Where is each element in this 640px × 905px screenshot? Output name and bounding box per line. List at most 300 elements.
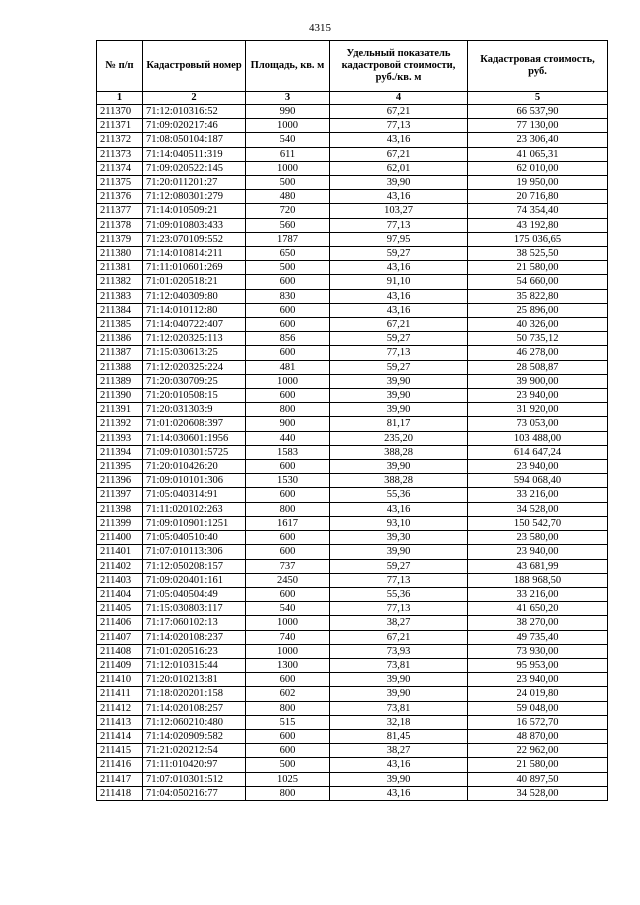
row-number-cell: 211371 — [97, 119, 143, 133]
unit-value-cell: 39,90 — [330, 460, 468, 474]
cadastral-value-cell: 49 735,40 — [468, 630, 608, 644]
unit-value-cell: 38,27 — [330, 616, 468, 630]
area-cell: 740 — [246, 630, 330, 644]
cadastral-number-cell: 71:20:010426:20 — [143, 460, 246, 474]
area-cell: 737 — [246, 559, 330, 573]
cadastral-value-cell: 73 053,00 — [468, 417, 608, 431]
table-row — [97, 289, 608, 303]
cadastral-value-cell: 22 962,00 — [468, 744, 608, 758]
table-row — [97, 204, 608, 218]
cadastral-value-cell: 34 528,00 — [468, 502, 608, 516]
unit-value-cell: 388,28 — [330, 474, 468, 488]
table-row — [97, 460, 608, 474]
cadastral-value-cell: 21 580,00 — [468, 758, 608, 772]
row-number-cell: 211400 — [97, 531, 143, 545]
row-number-cell: 211414 — [97, 729, 143, 743]
unit-value-cell: 43,16 — [330, 786, 468, 800]
row-number-cell: 211377 — [97, 204, 143, 218]
cadastral-value-cell: 23 940,00 — [468, 545, 608, 559]
table-row — [97, 474, 608, 488]
unit-value-cell: 103,27 — [330, 204, 468, 218]
cadastral-value-cell: 34 528,00 — [468, 786, 608, 800]
cadastral-value-cell: 31 920,00 — [468, 403, 608, 417]
cadastral-value-cell: 39 900,00 — [468, 374, 608, 388]
unit-value-cell: 55,36 — [330, 587, 468, 601]
row-number-cell: 211375 — [97, 176, 143, 190]
cadastral-value-table — [96, 40, 608, 801]
cadastral-number-cell: 71:20:030709:25 — [143, 374, 246, 388]
area-cell: 481 — [246, 360, 330, 374]
cadastral-number-cell: 71:07:010301:512 — [143, 772, 246, 786]
row-number-cell: 211409 — [97, 658, 143, 672]
unit-value-cell: 43,16 — [330, 758, 468, 772]
table-row — [97, 488, 608, 502]
area-cell: 500 — [246, 261, 330, 275]
cadastral-number-cell: 71:09:010803:433 — [143, 218, 246, 232]
row-number-cell: 211399 — [97, 516, 143, 530]
row-number-cell: 211384 — [97, 303, 143, 317]
unit-value-cell: 43,16 — [330, 190, 468, 204]
cadastral-number-cell: 71:14:010112:80 — [143, 303, 246, 317]
table-row — [97, 431, 608, 445]
table-row — [97, 161, 608, 175]
area-cell: 1583 — [246, 445, 330, 459]
table-row — [97, 758, 608, 772]
row-number-cell: 211411 — [97, 687, 143, 701]
cadastral-number-cell: 71:09:020522:145 — [143, 161, 246, 175]
table-row — [97, 105, 608, 119]
table-row — [97, 715, 608, 729]
unit-value-cell: 43,16 — [330, 303, 468, 317]
table-row — [97, 744, 608, 758]
unit-value-cell: 77,13 — [330, 218, 468, 232]
row-number-cell: 211391 — [97, 403, 143, 417]
cadastral-number-cell: 71:14:020108:237 — [143, 630, 246, 644]
area-cell: 720 — [246, 204, 330, 218]
unit-value-cell: 77,13 — [330, 346, 468, 360]
table-row — [97, 147, 608, 161]
area-cell: 600 — [246, 389, 330, 403]
table-row — [97, 218, 608, 232]
unit-value-cell: 77,13 — [330, 602, 468, 616]
area-cell: 611 — [246, 147, 330, 161]
unit-value-cell: 39,90 — [330, 374, 468, 388]
table-row — [97, 275, 608, 289]
unit-value-cell: 43,16 — [330, 502, 468, 516]
cadastral-number-cell: 71:09:020401:161 — [143, 573, 246, 587]
table-row — [97, 417, 608, 431]
area-cell: 600 — [246, 318, 330, 332]
column-number: 3 — [246, 92, 330, 105]
row-number-cell: 211386 — [97, 332, 143, 346]
cadastral-number-cell: 71:01:020608:397 — [143, 417, 246, 431]
row-number-cell: 211412 — [97, 701, 143, 715]
row-number-cell: 211389 — [97, 374, 143, 388]
header-cadastral-number: Кадастровый номер — [143, 41, 246, 92]
cadastral-number-cell: 71:12:010315:44 — [143, 658, 246, 672]
cadastral-value-cell: 150 542,70 — [468, 516, 608, 530]
cadastral-number-cell: 71:18:020201:158 — [143, 687, 246, 701]
header-row — [97, 41, 608, 92]
cadastral-value-cell: 38 525,50 — [468, 247, 608, 261]
row-number-cell: 211398 — [97, 502, 143, 516]
area-cell: 560 — [246, 218, 330, 232]
unit-value-cell: 73,81 — [330, 701, 468, 715]
cadastral-number-cell: 71:09:010101:306 — [143, 474, 246, 488]
unit-value-cell: 235,20 — [330, 431, 468, 445]
area-cell: 500 — [246, 176, 330, 190]
area-cell: 1000 — [246, 644, 330, 658]
table-row — [97, 445, 608, 459]
table-row — [97, 232, 608, 246]
column-number: 4 — [330, 92, 468, 105]
table-row — [97, 573, 608, 587]
area-cell: 1000 — [246, 161, 330, 175]
cadastral-number-cell: 71:12:060210:480 — [143, 715, 246, 729]
row-number-cell: 211374 — [97, 161, 143, 175]
cadastral-value-cell: 23 940,00 — [468, 389, 608, 403]
unit-value-cell: 73,81 — [330, 658, 468, 672]
area-cell: 1787 — [246, 232, 330, 246]
table-row — [97, 247, 608, 261]
table-row — [97, 587, 608, 601]
cadastral-number-cell: 71:01:020518:21 — [143, 275, 246, 289]
table-row — [97, 772, 608, 786]
cadastral-value-cell: 62 010,00 — [468, 161, 608, 175]
area-cell: 600 — [246, 531, 330, 545]
unit-value-cell: 59,27 — [330, 332, 468, 346]
row-number-cell: 211387 — [97, 346, 143, 360]
table-row — [97, 658, 608, 672]
cadastral-value-cell: 24 019,80 — [468, 687, 608, 701]
cadastral-value-cell: 74 354,40 — [468, 204, 608, 218]
table-row — [97, 559, 608, 573]
cadastral-number-cell: 71:20:011201:27 — [143, 176, 246, 190]
cadastral-value-cell: 40 897,50 — [468, 772, 608, 786]
area-cell: 600 — [246, 744, 330, 758]
row-number-cell: 211401 — [97, 545, 143, 559]
area-cell: 800 — [246, 701, 330, 715]
unit-value-cell: 93,10 — [330, 516, 468, 530]
cadastral-number-cell: 71:12:040309:80 — [143, 289, 246, 303]
row-number-cell: 211416 — [97, 758, 143, 772]
cadastral-number-cell: 71:04:050216:77 — [143, 786, 246, 800]
cadastral-number-cell: 71:11:020102:263 — [143, 502, 246, 516]
cadastral-number-cell: 71:07:010113:306 — [143, 545, 246, 559]
unit-value-cell: 81,17 — [330, 417, 468, 431]
area-cell: 1000 — [246, 374, 330, 388]
cadastral-number-cell: 71:12:080301:279 — [143, 190, 246, 204]
row-number-cell: 211388 — [97, 360, 143, 374]
table-row — [97, 516, 608, 530]
row-number-cell: 211404 — [97, 587, 143, 601]
area-cell: 600 — [246, 303, 330, 317]
cadastral-value-cell: 35 822,80 — [468, 289, 608, 303]
row-number-cell: 211380 — [97, 247, 143, 261]
row-number-cell: 211381 — [97, 261, 143, 275]
area-cell: 1300 — [246, 658, 330, 672]
cadastral-value-cell: 103 488,00 — [468, 431, 608, 445]
table-row — [97, 346, 608, 360]
cadastral-number-cell: 71:20:010508:15 — [143, 389, 246, 403]
row-number-cell: 211370 — [97, 105, 143, 119]
row-number-cell: 211395 — [97, 460, 143, 474]
row-number-cell: 211408 — [97, 644, 143, 658]
area-cell: 600 — [246, 729, 330, 743]
table-row — [97, 616, 608, 630]
header-area: Площадь, кв. м — [246, 41, 330, 92]
row-number-cell: 211417 — [97, 772, 143, 786]
cadastral-number-cell: 71:09:010301:5725 — [143, 445, 246, 459]
row-number-cell: 211378 — [97, 218, 143, 232]
area-cell: 600 — [246, 460, 330, 474]
cadastral-value-cell: 43 192,80 — [468, 218, 608, 232]
cadastral-value-cell: 48 870,00 — [468, 729, 608, 743]
column-number: 2 — [143, 92, 246, 105]
cadastral-value-cell: 41 065,31 — [468, 147, 608, 161]
cadastral-value-cell: 23 306,40 — [468, 133, 608, 147]
cadastral-value-cell: 73 930,00 — [468, 644, 608, 658]
cadastral-value-cell: 46 278,00 — [468, 346, 608, 360]
cadastral-number-cell: 71:15:030613:25 — [143, 346, 246, 360]
row-number-cell: 211405 — [97, 602, 143, 616]
column-number: 5 — [468, 92, 608, 105]
cadastral-value-cell: 59 048,00 — [468, 701, 608, 715]
area-cell: 1000 — [246, 616, 330, 630]
table-row — [97, 133, 608, 147]
cadastral-value-cell: 188 968,50 — [468, 573, 608, 587]
cadastral-number-cell: 71:14:010814:211 — [143, 247, 246, 261]
row-number-cell: 211376 — [97, 190, 143, 204]
header-row-number: № п/п — [97, 41, 143, 92]
row-number-cell: 211393 — [97, 431, 143, 445]
table-row — [97, 531, 608, 545]
header-unit-value: Удельный показатель кадастровой стоимости, руб./кв. м — [330, 41, 468, 92]
row-number-cell: 211413 — [97, 715, 143, 729]
cadastral-number-cell: 71:14:040722:407 — [143, 318, 246, 332]
table-row — [97, 190, 608, 204]
cadastral-number-cell: 71:09:020217:46 — [143, 119, 246, 133]
row-number-cell: 211396 — [97, 474, 143, 488]
row-number-cell: 211392 — [97, 417, 143, 431]
unit-value-cell: 81,45 — [330, 729, 468, 743]
unit-value-cell: 39,30 — [330, 531, 468, 545]
cadastral-value-cell: 33 216,00 — [468, 587, 608, 601]
cadastral-value-cell: 594 068,40 — [468, 474, 608, 488]
row-number-cell: 211379 — [97, 232, 143, 246]
unit-value-cell: 67,21 — [330, 105, 468, 119]
unit-value-cell: 67,21 — [330, 147, 468, 161]
cadastral-number-cell: 71:20:010213:81 — [143, 673, 246, 687]
unit-value-cell: 55,36 — [330, 488, 468, 502]
area-cell: 600 — [246, 488, 330, 502]
table-body — [97, 105, 608, 801]
table-row — [97, 360, 608, 374]
cadastral-number-cell: 71:05:040504:49 — [143, 587, 246, 601]
row-number-cell: 211383 — [97, 289, 143, 303]
cadastral-value-cell: 614 647,24 — [468, 445, 608, 459]
cadastral-number-cell: 71:12:010316:52 — [143, 105, 246, 119]
cadastral-number-cell: 71:12:020325:113 — [143, 332, 246, 346]
cadastral-value-cell: 20 716,80 — [468, 190, 608, 204]
unit-value-cell: 39,90 — [330, 176, 468, 190]
unit-value-cell: 43,16 — [330, 261, 468, 275]
unit-value-cell: 388,28 — [330, 445, 468, 459]
cadastral-number-cell: 71:14:010509:21 — [143, 204, 246, 218]
row-number-cell: 211394 — [97, 445, 143, 459]
cadastral-value-cell: 40 326,00 — [468, 318, 608, 332]
cadastral-number-cell: 71:11:010601:269 — [143, 261, 246, 275]
unit-value-cell: 43,16 — [330, 133, 468, 147]
cadastral-number-cell: 71:11:010420:97 — [143, 758, 246, 772]
unit-value-cell: 59,27 — [330, 559, 468, 573]
row-number-cell: 211390 — [97, 389, 143, 403]
cadastral-number-cell: 71:17:060102:13 — [143, 616, 246, 630]
table-row — [97, 176, 608, 190]
area-cell: 800 — [246, 502, 330, 516]
area-cell: 990 — [246, 105, 330, 119]
row-number-cell: 211382 — [97, 275, 143, 289]
table-row — [97, 729, 608, 743]
row-number-cell: 211385 — [97, 318, 143, 332]
cadastral-value-cell: 43 681,99 — [468, 559, 608, 573]
cadastral-number-cell: 71:05:040510:40 — [143, 531, 246, 545]
row-number-cell: 211406 — [97, 616, 143, 630]
cadastral-number-cell: 71:12:050208:157 — [143, 559, 246, 573]
area-cell: 600 — [246, 346, 330, 360]
table-row — [97, 318, 608, 332]
cadastral-number-cell: 71:09:010901:1251 — [143, 516, 246, 530]
unit-value-cell: 62,01 — [330, 161, 468, 175]
table-row — [97, 644, 608, 658]
area-cell: 900 — [246, 417, 330, 431]
column-number: 1 — [97, 92, 143, 105]
unit-value-cell: 97,95 — [330, 232, 468, 246]
unit-value-cell: 67,21 — [330, 630, 468, 644]
table-row — [97, 119, 608, 133]
row-number-cell: 211403 — [97, 573, 143, 587]
table-row — [97, 261, 608, 275]
unit-value-cell: 39,90 — [330, 545, 468, 559]
cadastral-number-cell: 71:14:020909:582 — [143, 729, 246, 743]
row-number-cell: 211372 — [97, 133, 143, 147]
table-row — [97, 374, 608, 388]
unit-value-cell: 59,27 — [330, 360, 468, 374]
cadastral-number-cell: 71:21:020212:54 — [143, 744, 246, 758]
table-row — [97, 303, 608, 317]
unit-value-cell: 43,16 — [330, 289, 468, 303]
unit-value-cell: 38,27 — [330, 744, 468, 758]
area-cell: 600 — [246, 275, 330, 289]
row-number-cell: 211373 — [97, 147, 143, 161]
table-row — [97, 332, 608, 346]
area-cell: 540 — [246, 133, 330, 147]
cadastral-value-cell: 19 950,00 — [468, 176, 608, 190]
column-number-row — [97, 92, 608, 105]
cadastral-value-cell: 28 508,87 — [468, 360, 608, 374]
unit-value-cell: 77,13 — [330, 573, 468, 587]
area-cell: 1025 — [246, 772, 330, 786]
cadastral-value-cell: 21 580,00 — [468, 261, 608, 275]
cadastral-number-cell: 71:23:070109:552 — [143, 232, 246, 246]
unit-value-cell: 32,18 — [330, 715, 468, 729]
header-cadastral-value: Кадастровая стоимость, руб. — [468, 41, 608, 92]
cadastral-number-cell: 71:01:020516:23 — [143, 644, 246, 658]
table-row — [97, 502, 608, 516]
cadastral-value-cell: 175 036,65 — [468, 232, 608, 246]
cadastral-value-cell: 50 735,12 — [468, 332, 608, 346]
area-cell: 800 — [246, 786, 330, 800]
unit-value-cell: 39,90 — [330, 673, 468, 687]
row-number-cell: 211418 — [97, 786, 143, 800]
cadastral-number-cell: 71:15:030803:117 — [143, 602, 246, 616]
table-row — [97, 630, 608, 644]
area-cell: 1617 — [246, 516, 330, 530]
cadastral-value-cell: 66 537,90 — [468, 105, 608, 119]
area-cell: 800 — [246, 403, 330, 417]
cadastral-value-cell: 95 953,00 — [468, 658, 608, 672]
area-cell: 600 — [246, 587, 330, 601]
cadastral-value-cell: 23 580,00 — [468, 531, 608, 545]
table-row — [97, 786, 608, 800]
table-row — [97, 403, 608, 417]
area-cell: 2450 — [246, 573, 330, 587]
unit-value-cell: 39,90 — [330, 772, 468, 786]
cadastral-number-cell: 71:05:040314:91 — [143, 488, 246, 502]
cadastral-number-cell: 71:14:020108:257 — [143, 701, 246, 715]
area-cell: 602 — [246, 687, 330, 701]
table-row — [97, 701, 608, 715]
area-cell: 540 — [246, 602, 330, 616]
page-number: 4315 — [309, 22, 331, 34]
cadastral-number-cell: 71:14:030601:1956 — [143, 431, 246, 445]
unit-value-cell: 59,27 — [330, 247, 468, 261]
unit-value-cell: 77,13 — [330, 119, 468, 133]
unit-value-cell: 91,10 — [330, 275, 468, 289]
cadastral-value-cell: 38 270,00 — [468, 616, 608, 630]
table-row — [97, 673, 608, 687]
cadastral-number-cell: 71:20:031303:9 — [143, 403, 246, 417]
area-cell: 600 — [246, 545, 330, 559]
table-row — [97, 602, 608, 616]
unit-value-cell: 67,21 — [330, 318, 468, 332]
cadastral-number-cell: 71:08:050104:187 — [143, 133, 246, 147]
cadastral-value-cell: 25 896,00 — [468, 303, 608, 317]
unit-value-cell: 73,93 — [330, 644, 468, 658]
area-cell: 515 — [246, 715, 330, 729]
unit-value-cell: 39,90 — [330, 403, 468, 417]
area-cell: 650 — [246, 247, 330, 261]
cadastral-value-cell: 41 650,20 — [468, 602, 608, 616]
row-number-cell: 211407 — [97, 630, 143, 644]
unit-value-cell: 39,90 — [330, 389, 468, 403]
cadastral-value-cell: 77 130,00 — [468, 119, 608, 133]
area-cell: 1000 — [246, 119, 330, 133]
unit-value-cell: 39,90 — [330, 687, 468, 701]
row-number-cell: 211410 — [97, 673, 143, 687]
table-row — [97, 687, 608, 701]
area-cell: 600 — [246, 673, 330, 687]
cadastral-value-cell: 23 940,00 — [468, 460, 608, 474]
table-row — [97, 389, 608, 403]
cadastral-value-cell: 33 216,00 — [468, 488, 608, 502]
cadastral-value-cell: 23 940,00 — [468, 673, 608, 687]
cadastral-number-cell: 71:14:040511:319 — [143, 147, 246, 161]
area-cell: 500 — [246, 758, 330, 772]
cadastral-value-cell: 16 572,70 — [468, 715, 608, 729]
area-cell: 440 — [246, 431, 330, 445]
row-number-cell: 211415 — [97, 744, 143, 758]
